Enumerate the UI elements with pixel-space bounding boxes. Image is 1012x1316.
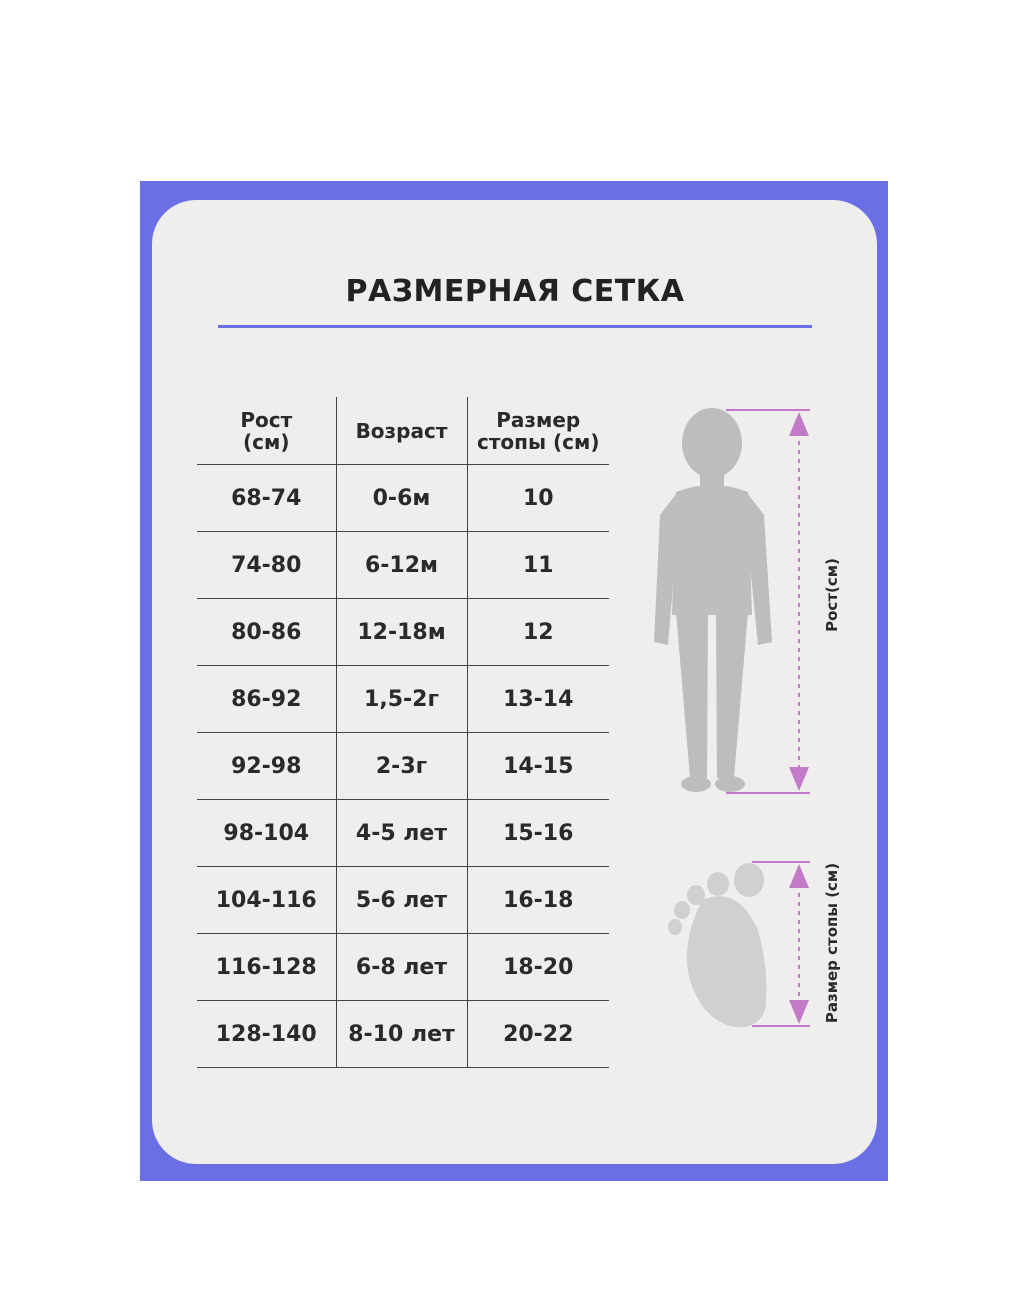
cell-age: 1,5-2г [336, 666, 467, 733]
cell-height: 92-98 [197, 733, 336, 800]
table-row [197, 465, 609, 532]
cell-height: 104-116 [197, 867, 336, 934]
foot-size-axis-label: Размер стопы (см) [823, 862, 841, 1024]
table-row [197, 599, 609, 666]
cell-foot-size: 15-16 [467, 800, 609, 867]
cell-foot-size: 20-22 [467, 1001, 609, 1068]
table-row [197, 666, 609, 733]
table-row [197, 733, 609, 800]
cell-height: 98-104 [197, 800, 336, 867]
cell-age: 4-5 лет [336, 800, 467, 867]
table-row [197, 532, 609, 599]
cell-foot-size: 14-15 [467, 733, 609, 800]
size-table [197, 397, 609, 1068]
table-header-row [197, 397, 609, 465]
cell-age: 8-10 лет [336, 1001, 467, 1068]
cell-age: 5-6 лет [336, 867, 467, 934]
table-row [197, 934, 609, 1001]
height-axis-label: Рост(см) [823, 558, 841, 632]
cell-height: 68-74 [197, 465, 336, 532]
table-row [197, 800, 609, 867]
table-row [197, 1001, 609, 1068]
header-height [197, 397, 336, 465]
header-height-line-2: (см) [243, 429, 290, 454]
header-age [336, 397, 467, 465]
cell-age: 6-8 лет [336, 934, 467, 1001]
cell-foot-size: 12 [467, 599, 609, 666]
title-underline [218, 325, 812, 328]
page-title: РАЗМЕРНАЯ СЕТКА [345, 274, 685, 309]
cell-height: 74-80 [197, 532, 336, 599]
child-silhouette-icon [654, 408, 772, 792]
cell-foot-size: 16-18 [467, 867, 609, 934]
cell-foot-size: 13-14 [467, 666, 609, 733]
cell-height: 116-128 [197, 934, 336, 1001]
header-foot-size-line-2: стопы (см) [476, 429, 600, 454]
cell-height: 128-140 [197, 1001, 336, 1068]
cell-age: 2-3г [336, 733, 467, 800]
header-foot-size [467, 397, 609, 465]
cell-age: 0-6м [336, 465, 467, 532]
footprint-icon [668, 863, 766, 1027]
header-age-line-1: Возраст [355, 418, 448, 443]
cell-height: 80-86 [197, 599, 336, 666]
cell-height: 86-92 [197, 666, 336, 733]
cell-age: 6-12м [336, 532, 467, 599]
cell-foot-size: 10 [467, 465, 609, 532]
cell-foot-size: 18-20 [467, 934, 609, 1001]
header-foot-size-line-1: Размер [496, 407, 581, 432]
table-row [197, 867, 609, 934]
cell-age: 12-18м [336, 599, 467, 666]
header-height-line-1: Рост [240, 407, 293, 432]
cell-foot-size: 11 [467, 532, 609, 599]
